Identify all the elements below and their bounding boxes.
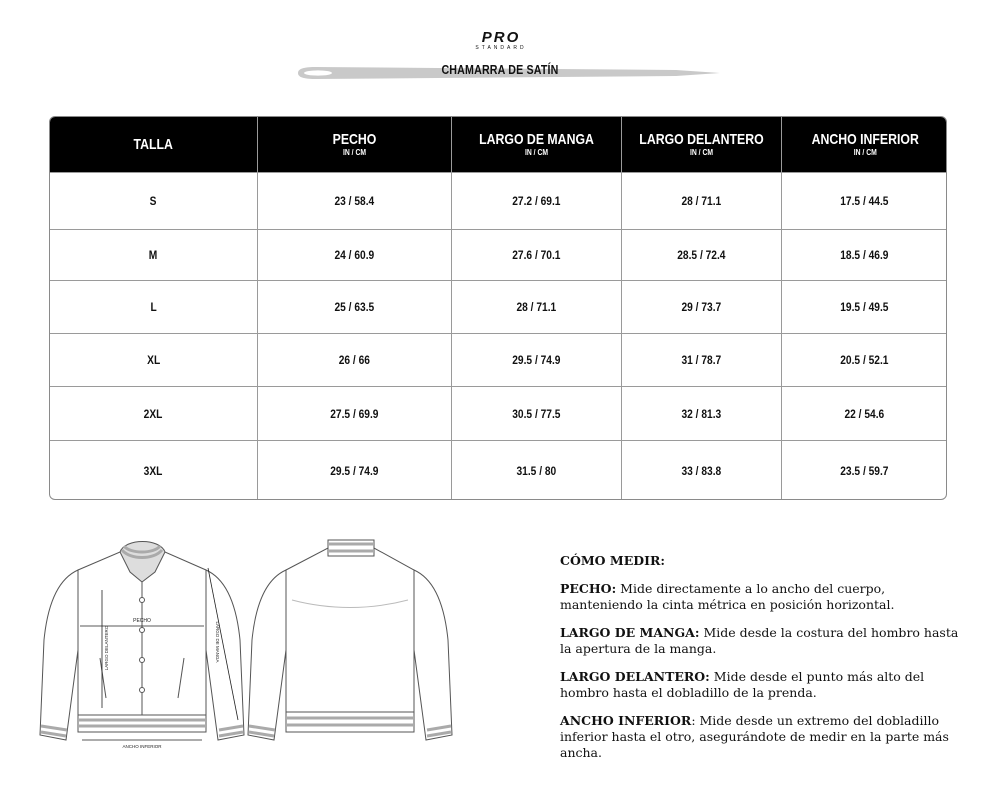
table-row <box>50 230 947 281</box>
table-cell: 18.5 / 46.9 <box>781 230 947 281</box>
sleeve-measure-label: LARGO DE MANGA <box>215 621 220 663</box>
table-row <box>50 387 947 441</box>
column-header-ancho-inferior: ANCHO INFERIOR IN / CM <box>781 117 947 173</box>
jacket-front-illustration <box>40 542 244 741</box>
table-cell-size: XL <box>50 334 257 387</box>
table-cell: 33 / 83.8 <box>621 441 781 501</box>
brand-subtitle: STANDARD <box>475 45 527 51</box>
table-cell: 29.5 / 74.9 <box>257 441 451 501</box>
table-cell: 30.5 / 77.5 <box>451 387 621 441</box>
table-cell: 28 / 71.1 <box>621 173 781 230</box>
table-cell: 31 / 78.7 <box>621 334 781 387</box>
column-header-pecho: PECHO IN / CM <box>257 117 451 173</box>
size-table <box>49 116 947 500</box>
table-cell: 26 / 66 <box>257 334 451 387</box>
table-cell: 32 / 81.3 <box>621 387 781 441</box>
table-cell: 27.6 / 70.1 <box>451 230 621 281</box>
table-cell: 23.5 / 59.7 <box>781 441 947 501</box>
front-length-measure-label: LARGO DELANTERO <box>104 625 109 671</box>
table-cell: 23 / 58.4 <box>257 173 451 230</box>
table-cell: 25 / 63.5 <box>257 281 451 334</box>
table-cell: 17.5 / 44.5 <box>781 173 947 230</box>
how-to-item-ancho-inferior: ANCHO INFERIOR: Mide desde un extremo del dobladillo inferior hasta el otro, asegurándote de medir en la parte más ancha. <box>560 713 949 760</box>
how-to-item-largo-delantero: LARGO DELANTERO: Mide desde el punto más alto del hombro hasta el dobladillo de la prenda. <box>560 669 925 700</box>
table-cell: 20.5 / 52.1 <box>781 334 947 387</box>
how-to-item-pecho: PECHO: Mide directamente a lo ancho del cuerpo, manteniendo la cinta métrica en posición horizontal. <box>560 581 895 612</box>
column-header-largo-manga: LARGO DE MANGA IN / CM <box>451 117 621 173</box>
table-row <box>50 173 947 230</box>
table-cell: 28 / 71.1 <box>451 281 621 334</box>
table-cell-size: M <box>50 230 257 281</box>
header <box>0 0 1000 100</box>
how-to-measure <box>560 553 960 773</box>
how-to-heading: CÓMO MEDIR: <box>560 553 665 568</box>
brand-logo-text: PRO <box>481 29 521 46</box>
table-row <box>50 281 947 334</box>
table-cell: 28.5 / 72.4 <box>621 230 781 281</box>
table-cell: 27.2 / 69.1 <box>451 173 621 230</box>
table-row <box>50 334 947 387</box>
jacket-back-illustration <box>248 540 452 740</box>
table-cell: 29.5 / 74.9 <box>451 334 621 387</box>
table-cell: 22 / 54.6 <box>781 387 947 441</box>
column-header-largo-delantero: LARGO DELANTERO IN / CM <box>621 117 781 173</box>
table-row <box>50 441 947 501</box>
bottom-width-measure-label: ANCHO INFERIOR <box>122 744 162 749</box>
table-cell: 19.5 / 49.5 <box>781 281 947 334</box>
table-cell: 31.5 / 80 <box>451 441 621 501</box>
chest-measure-label: PECHO <box>133 618 151 624</box>
table-cell-size: L <box>50 281 257 334</box>
table-header-row <box>50 117 947 173</box>
jacket-diagram <box>30 530 460 770</box>
table-cell: 24 / 60.9 <box>257 230 451 281</box>
table-cell-size: 3XL <box>50 441 257 501</box>
table-cell: 27.5 / 69.9 <box>257 387 451 441</box>
table-cell-size: 2XL <box>50 387 257 441</box>
brand-logo <box>470 31 532 51</box>
table-cell-size: S <box>50 173 257 230</box>
column-header-talla: TALLA <box>50 117 257 173</box>
how-to-item-largo-manga: LARGO DE MANGA: Mide desde la costura del hombro hasta la apertura de la manga. <box>560 625 959 656</box>
table-cell: 29 / 73.7 <box>621 281 781 334</box>
page-title: CHAMARRA DE SATÍN <box>441 62 559 77</box>
